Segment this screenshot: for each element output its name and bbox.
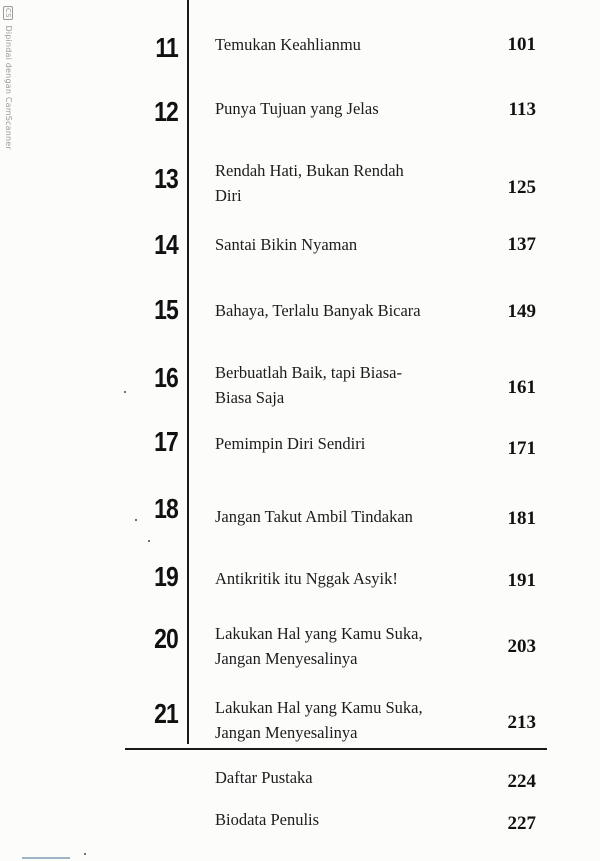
chapter-number: 21: [154, 698, 178, 729]
page-number: 161: [507, 377, 536, 398]
scan-speck: [135, 519, 137, 521]
page-number: 213: [507, 712, 536, 733]
chapter-title-line: Jangan Takut Ambil Tindakan: [215, 507, 413, 526]
page-number: 181: [507, 508, 536, 529]
page-number: 224: [507, 771, 536, 792]
chapter-title-line: Antikritik itu Nggak Asyik!: [215, 569, 398, 588]
chapter-title-line: Pemimpin Diri Sendiri: [215, 434, 366, 453]
chapter-title: [215, 32, 465, 57]
chapter-title: [215, 621, 465, 671]
scanner-logo-icon: CS: [4, 8, 12, 18]
chapter-title: [215, 158, 465, 208]
chapter-title-line: Jangan Menyesalinya: [215, 723, 358, 742]
page-number: 149: [507, 301, 536, 322]
horizontal-divider: [125, 748, 547, 750]
chapter-number: 15: [154, 294, 178, 325]
chapter-title-line: Bahaya, Terlalu Banyak Bicara: [215, 301, 421, 320]
chapter-number: 18: [154, 493, 178, 524]
chapter-title-line: Lakukan Hal yang Kamu Suka,: [215, 698, 423, 717]
vertical-divider: [187, 0, 189, 744]
scan-edge-mark: [22, 857, 70, 859]
chapter-number: 19: [154, 561, 178, 592]
chapter-number: 20: [154, 623, 178, 654]
chapter-title-line: Santai Bikin Nyaman: [215, 235, 358, 254]
chapter-title: [215, 360, 465, 410]
watermark-text: Dipindai dengan CamScanner: [4, 25, 13, 150]
chapter-title: [215, 232, 465, 257]
chapter-title-line: Punya Tujuan yang Jelas: [215, 99, 379, 118]
chapter-title: [215, 298, 465, 323]
page-number: 137: [507, 234, 536, 255]
chapter-title-line: Biasa Saja: [215, 388, 285, 407]
chapter-number: 14: [154, 229, 178, 260]
page-number: 171: [507, 438, 536, 459]
page-number: 113: [508, 99, 536, 120]
scan-speck: [84, 853, 86, 855]
page-number: 125: [507, 177, 536, 198]
chapter-title-line: Diri: [215, 186, 242, 205]
page-number: 203: [507, 636, 536, 657]
chapter-title-line: Berbuatlah Baik, tapi Biasa-: [215, 363, 402, 382]
scanner-watermark: [3, 6, 13, 150]
page-number: 227: [507, 813, 536, 834]
chapter-title: [215, 96, 465, 121]
page-number: 191: [507, 570, 536, 591]
chapter-title: [215, 504, 465, 529]
chapter-title: [215, 566, 465, 591]
chapter-title-line: Temukan Keahlianmu: [215, 35, 361, 54]
chapter-number: 17: [154, 426, 178, 457]
scan-speck: [148, 540, 150, 542]
chapter-title: [215, 695, 465, 745]
appendix-title: Biodata Penulis: [215, 810, 320, 829]
chapter-number: 13: [154, 163, 178, 194]
scan-speck: [124, 391, 126, 393]
chapter-number: 12: [154, 96, 178, 127]
chapter-number: 16: [154, 362, 178, 393]
chapter-title-line: Jangan Menyesalinya: [215, 649, 358, 668]
page-number: 101: [507, 34, 536, 55]
chapter-title-line: Rendah Hati, Bukan Rendah: [215, 161, 404, 180]
chapter-title-line: Lakukan Hal yang Kamu Suka,: [215, 624, 423, 643]
chapter-number: 11: [155, 32, 178, 63]
chapter-title: [215, 431, 465, 456]
appendix-title: Daftar Pustaka: [215, 768, 313, 787]
